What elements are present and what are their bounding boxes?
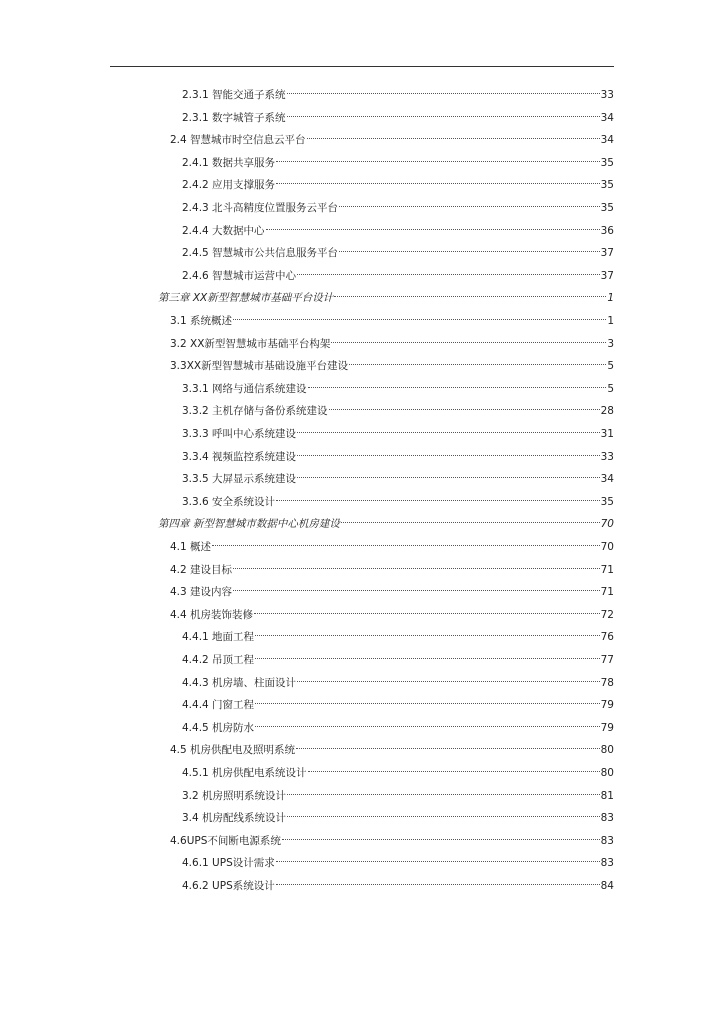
toc-leader-dots (287, 794, 600, 795)
toc-row[interactable] (170, 831, 614, 851)
toc-row[interactable] (182, 153, 614, 173)
toc-page-number: 36 (600, 224, 614, 237)
toc-entry-label: 2.3.1 数字城管子系统 (182, 111, 286, 124)
toc-row[interactable] (182, 85, 614, 105)
toc-row[interactable] (170, 560, 614, 580)
toc-page-number: 1 (607, 292, 614, 305)
toc-page-number: 5 (607, 382, 614, 395)
toc-leader-dots (297, 455, 600, 456)
toc-page-number: 28 (600, 405, 614, 418)
toc-page-number: 83 (600, 834, 614, 847)
toc-page-number: 33 (600, 89, 614, 101)
toc-leader-dots (339, 206, 600, 207)
toc-row[interactable] (182, 853, 614, 873)
toc-row[interactable] (170, 582, 614, 602)
toc-leader-dots (331, 342, 606, 343)
toc-page-number: 71 (600, 586, 614, 599)
toc-entry-label: 4.6UPS不间断电源系统 (170, 834, 281, 847)
toc-entry-label: 3.3XX新型智慧城市基础设施平台建设 (170, 360, 349, 373)
toc-entry-label: 第三章 XX新型智慧城市基础平台设计 (158, 292, 334, 305)
toc-page-number: 78 (600, 676, 614, 689)
toc-leader-dots (341, 522, 600, 523)
toc-leader-dots (276, 161, 600, 162)
toc-leader-dots (276, 500, 600, 501)
toc-page-number: 35 (600, 156, 614, 169)
toc-entry-label: 第四章 新型智慧城市数据中心机房建设 (158, 518, 340, 531)
toc-entry-label: 2.4.2 应用支撑服务 (182, 179, 276, 192)
toc-page-number: 81 (600, 789, 614, 802)
toc-page-number: 71 (600, 563, 614, 576)
toc-page-number: 77 (600, 654, 614, 666)
toc-entry-label: 4.4.3 机房墙、柱面设计 (182, 676, 297, 689)
toc-leader-dots (296, 748, 600, 749)
toc-row[interactable] (182, 379, 614, 399)
toc-row[interactable] (182, 447, 614, 467)
toc-leader-dots (276, 884, 600, 885)
toc-page-number: 83 (600, 857, 614, 870)
toc-leader-dots (254, 613, 600, 614)
toc-row[interactable] (182, 786, 614, 806)
toc-leader-dots (266, 229, 600, 230)
toc-page-number: 83 (600, 812, 614, 825)
toc-row[interactable] (182, 627, 614, 647)
toc-entry-label: 3.2 XX新型智慧城市基础平台构架 (170, 337, 331, 350)
toc-page-number: 79 (600, 721, 614, 734)
toc-page-number: 84 (600, 880, 614, 892)
toc-row[interactable] (170, 740, 614, 760)
toc-leader-dots (255, 726, 600, 727)
toc-page-number: 37 (600, 247, 614, 260)
toc-entry-label: 4.5 机房供配电及照明系统 (170, 744, 296, 757)
toc-entry-label: 4.1 概述 (170, 541, 212, 553)
toc-page-number: 80 (600, 744, 614, 757)
toc-entry-label: 2.3.1 智能交通子系统 (182, 89, 286, 101)
toc-leader-dots (329, 409, 600, 410)
toc-leader-dots (287, 93, 600, 94)
toc-row[interactable] (182, 243, 614, 263)
toc-page-number: 31 (600, 428, 614, 440)
toc-row[interactable] (182, 673, 614, 693)
toc-entry-label: 3.2 机房照明系统设计 (182, 789, 287, 802)
toc-page-number: 34 (600, 111, 614, 124)
toc-leader-dots (308, 771, 600, 772)
toc-row[interactable] (182, 424, 614, 444)
toc-entry-label: 2.4 智慧城市时空信息云平台 (170, 134, 306, 147)
toc-page-number: 76 (600, 631, 614, 644)
toc-row[interactable] (182, 175, 614, 195)
toc-chapter-row[interactable] (158, 514, 614, 534)
toc-entry-label: 2.4.6 智慧城市运营中心 (182, 269, 297, 282)
toc-chapter-row[interactable] (158, 288, 614, 308)
toc-row[interactable] (182, 650, 614, 670)
toc-entry-label: 2.4.1 数据共享服务 (182, 156, 276, 169)
toc-row[interactable] (182, 808, 614, 828)
toc-leader-dots (255, 635, 600, 636)
toc-leader-dots (287, 816, 600, 817)
toc-entry-label: 2.4.5 智慧城市公共信息服务平台 (182, 247, 339, 260)
toc-entry-label: 3.3.2 主机存储与备份系统建设 (182, 405, 328, 418)
toc-page-number: 72 (600, 608, 614, 621)
toc-entry-label: 3.4 机房配线系统设计 (182, 812, 287, 825)
toc-entry-label: 4.5.1 机房供配电系统设计 (182, 767, 307, 779)
toc-page-number: 1 (607, 315, 614, 327)
toc-entry-label: 4.3 建设内容 (170, 586, 233, 599)
toc-leader-dots (334, 296, 606, 297)
toc-entry-label: 3.1 系统概述 (170, 315, 233, 327)
toc-row[interactable] (170, 311, 614, 331)
toc-entry-label: 4.4.4 门窗工程 (182, 699, 255, 712)
toc-row[interactable] (182, 401, 614, 421)
toc-leader-dots (297, 477, 600, 478)
toc-entry-label: 4.6.2 UPS系统设计 (182, 880, 275, 892)
toc-leader-dots (233, 590, 600, 591)
toc-row[interactable] (170, 605, 614, 625)
toc-leader-dots (233, 319, 606, 320)
toc-entry-label: 3.3.3 呼叫中心系统建设 (182, 428, 297, 440)
toc-row[interactable] (182, 198, 614, 218)
toc-entry-label: 4.4.1 地面工程 (182, 631, 255, 644)
toc-page-number: 70 (600, 541, 614, 553)
toc-leader-dots (255, 658, 600, 659)
toc-row[interactable] (182, 221, 614, 241)
toc-row[interactable] (182, 763, 614, 783)
toc-row[interactable] (182, 492, 614, 512)
toc-entry-label: 2.4.3 北斗高精度位置服务云平台 (182, 202, 339, 214)
toc-row[interactable] (170, 334, 614, 354)
toc-row[interactable] (170, 130, 614, 150)
toc-page-number: 37 (600, 269, 614, 282)
toc-entry-label: 4.4 机房装饰装修 (170, 608, 254, 621)
toc-entry-label: 3.3.4 视频监控系统建设 (182, 450, 297, 463)
toc-leader-dots (287, 116, 600, 117)
toc-row[interactable] (182, 469, 614, 489)
toc-entry-label: 3.3.1 网络与通信系统建设 (182, 382, 307, 395)
toc-row[interactable] (170, 356, 614, 376)
toc-row[interactable] (182, 695, 614, 715)
toc-row[interactable] (182, 876, 614, 896)
toc-page-number: 3 (607, 337, 614, 350)
toc-entry-label: 4.4.5 机房防水 (182, 721, 255, 734)
header-rule (110, 66, 614, 67)
toc-page-number: 5 (607, 360, 614, 373)
toc-leader-dots (255, 703, 600, 704)
toc-leader-dots (212, 545, 600, 546)
toc-page-number: 79 (600, 699, 614, 712)
toc-entry-label: 2.4.4 大数据中心 (182, 224, 265, 237)
toc-entry-label: 3.3.5 大屏显示系统建设 (182, 473, 297, 486)
toc-entry-label: 3.3.6 安全系统设计 (182, 495, 276, 508)
toc-row[interactable] (182, 108, 614, 128)
toc-row[interactable] (170, 537, 614, 557)
toc-page-number: 70 (600, 518, 614, 531)
toc-row[interactable] (182, 718, 614, 738)
toc-leader-dots (339, 251, 600, 252)
toc-leader-dots (233, 568, 600, 569)
toc-page-number: 34 (600, 473, 614, 486)
toc-entry-label: 4.2 建设目标 (170, 563, 233, 576)
toc-page-number: 80 (600, 767, 614, 779)
toc-leader-dots (297, 274, 600, 275)
toc-row[interactable] (182, 266, 614, 286)
toc-leader-dots (276, 861, 600, 862)
toc-page-number: 34 (600, 134, 614, 147)
toc-leader-dots (282, 839, 600, 840)
toc-leader-dots (297, 432, 600, 433)
toc-page-number: 35 (600, 202, 614, 214)
toc-page-number: 35 (600, 179, 614, 192)
toc-leader-dots (297, 681, 600, 682)
toc-page-number: 35 (600, 495, 614, 508)
toc-entry-label: 4.6.1 UPS设计需求 (182, 857, 275, 870)
toc-leader-dots (276, 183, 600, 184)
toc-leader-dots (349, 364, 606, 365)
toc-leader-dots (308, 387, 607, 388)
toc-entry-label: 4.4.2 吊顶工程 (182, 654, 255, 666)
toc-leader-dots (307, 138, 600, 139)
toc-page-number: 33 (600, 450, 614, 463)
